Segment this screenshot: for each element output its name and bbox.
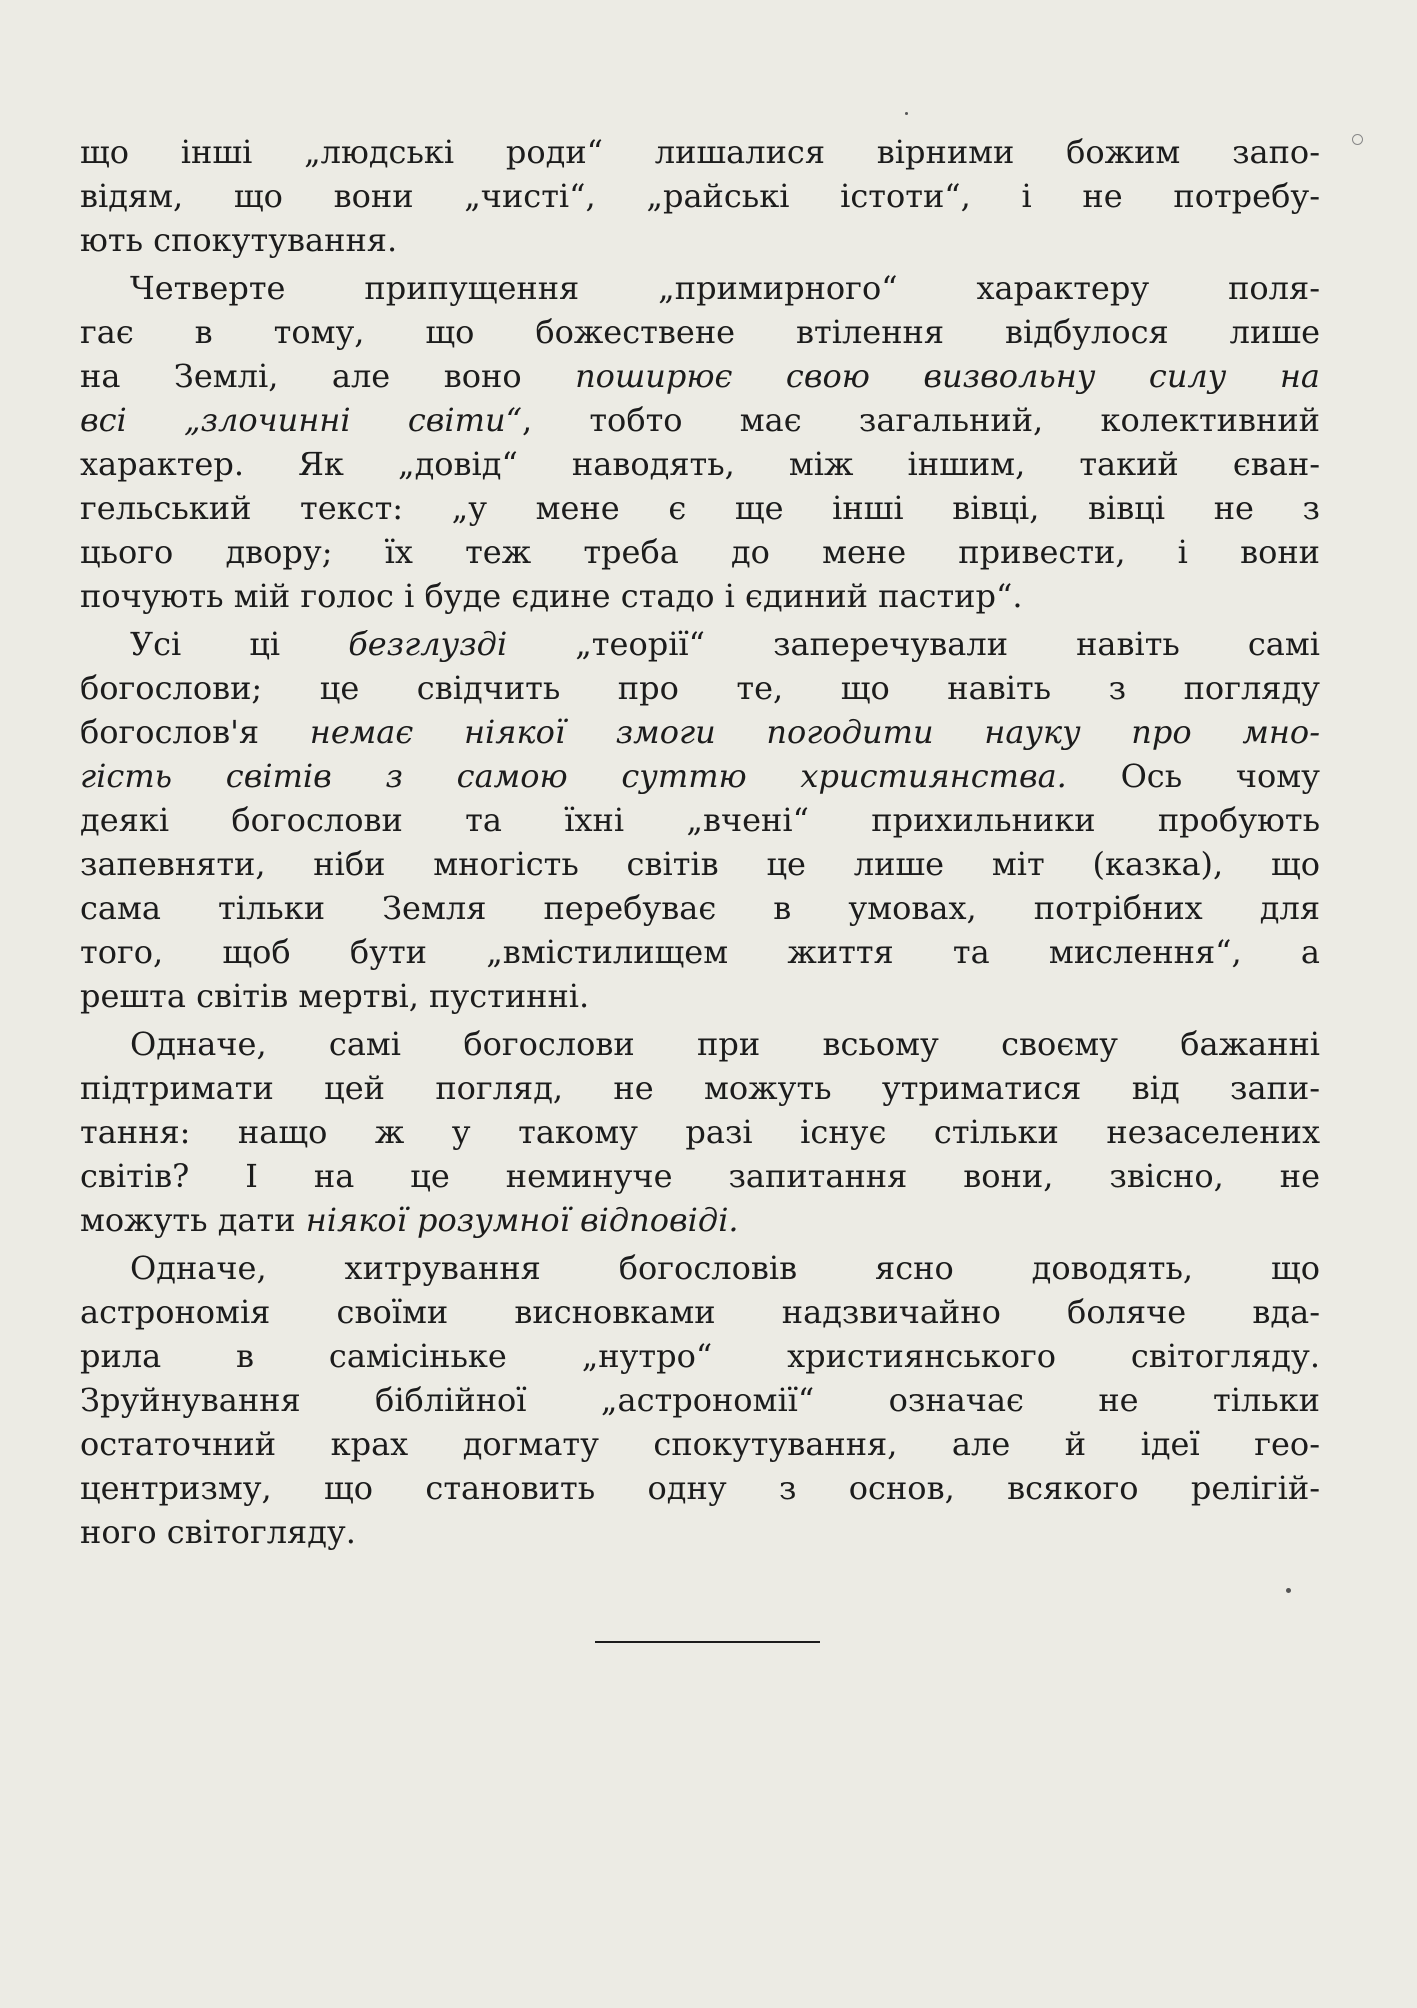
text-line: астрономія своїми висновками надзвичайно боляче вда- <box>80 1293 1320 1331</box>
text-line: богослови; це свідчить про те, що навіть з погляду <box>80 669 1320 707</box>
end-rule <box>595 1641 820 1643</box>
paragraph <box>80 1246 1320 1554</box>
text-line: цього двору; їх теж треба до мене привести, і вони <box>80 533 1320 571</box>
text-line: деякі богослови та їхні „вчені“ прихильники пробують <box>80 801 1320 839</box>
text-line: ного світогляду. <box>80 1513 356 1551</box>
paper-speck <box>1352 134 1363 145</box>
text-line: Одначе, самі богослови при всьому своєму бажанні <box>130 1025 1320 1063</box>
paragraph <box>80 266 1320 618</box>
paragraph <box>80 130 1320 262</box>
text-line: богослов'я немає ніякої змоги погодити науку про мно- <box>80 713 1321 751</box>
italic-text: всі „злочинні світи“ <box>80 401 522 439</box>
text-line: що інші „людські роди“ лишалися вірними божим запо- <box>80 133 1320 171</box>
text-line: можуть дати ніякої розумної відповіді. <box>80 1201 739 1239</box>
paper-speck <box>1286 1588 1291 1593</box>
text-line: підтримати цей погляд, не можуть утриматися від запи- <box>80 1069 1320 1107</box>
text-line: Зруйнування біблійної „астрономії“ означає не тільки <box>80 1381 1320 1419</box>
text-line: характер. Як „довід“ наводять, між іншим, такий єван- <box>80 445 1320 483</box>
italic-text: ніякої розумної відповіді. <box>305 1201 739 1239</box>
text-line: гає в тому, що божествене втілення відбулося лише <box>80 313 1320 351</box>
text-line: всі „злочинні світи“, тобто має загальний, колективний <box>80 401 1321 439</box>
text-line: сама тільки Земля перебуває в умовах, потрібних для <box>80 889 1320 927</box>
text-line: ють спокутування. <box>80 221 398 259</box>
text-line: почують мій голос і буде єдине стадо і єдиний пастир“. <box>80 577 1023 615</box>
text-line: гельський текст: „у мене є ще інші вівці, вівці не з <box>80 489 1320 527</box>
paper-speck <box>905 112 908 115</box>
text-line: тання: нащо ж у такому разі існує стільки незаселених <box>80 1113 1320 1151</box>
text-line: світів? І на це неминуче запитання вони, звісно, не <box>80 1157 1320 1195</box>
text-line: рила в самісіньке „нутро“ християнського світогляду. <box>80 1337 1320 1375</box>
text-line: відям, що вони „чисті“, „райські істоти“, і не потребу- <box>80 177 1320 215</box>
text-line: на Землі, але воно поширює свою визвольну силу на <box>80 357 1320 395</box>
text-line: запевняти, ніби многість світів це лише міт (казка), що <box>80 845 1320 883</box>
text-line: решта світів мертві, пустинні. <box>80 977 590 1015</box>
text-line: Одначе, хитрування богословів ясно доводять, що <box>130 1249 1320 1287</box>
italic-text: поширює свою визвольну силу на <box>575 357 1320 395</box>
italic-text: гість світів з самою суттю християнства. <box>80 757 1067 795</box>
paragraph <box>80 622 1320 1018</box>
page-text <box>80 130 1320 1554</box>
italic-text: немає ніякої змоги погодити науку про мно- <box>309 713 1321 751</box>
italic-text: безглузді <box>348 625 508 663</box>
text-line: остаточний крах догмату спокутування, але й ідеї гео- <box>80 1425 1320 1463</box>
text-line: центризму, що становить одну з основ, всякого релігій- <box>80 1469 1320 1507</box>
text-line: того, щоб бути „вмістилищем життя та мислення“, а <box>80 933 1320 971</box>
text-line: Четверте припущення „примирного“ характеру поля- <box>130 269 1320 307</box>
text-line: Усі ці безглузді „теорії“ заперечували навіть самі <box>130 625 1321 663</box>
paragraph <box>80 1022 1320 1242</box>
text-line: гість світів з самою суттю християнства. Ось чому <box>80 757 1321 795</box>
